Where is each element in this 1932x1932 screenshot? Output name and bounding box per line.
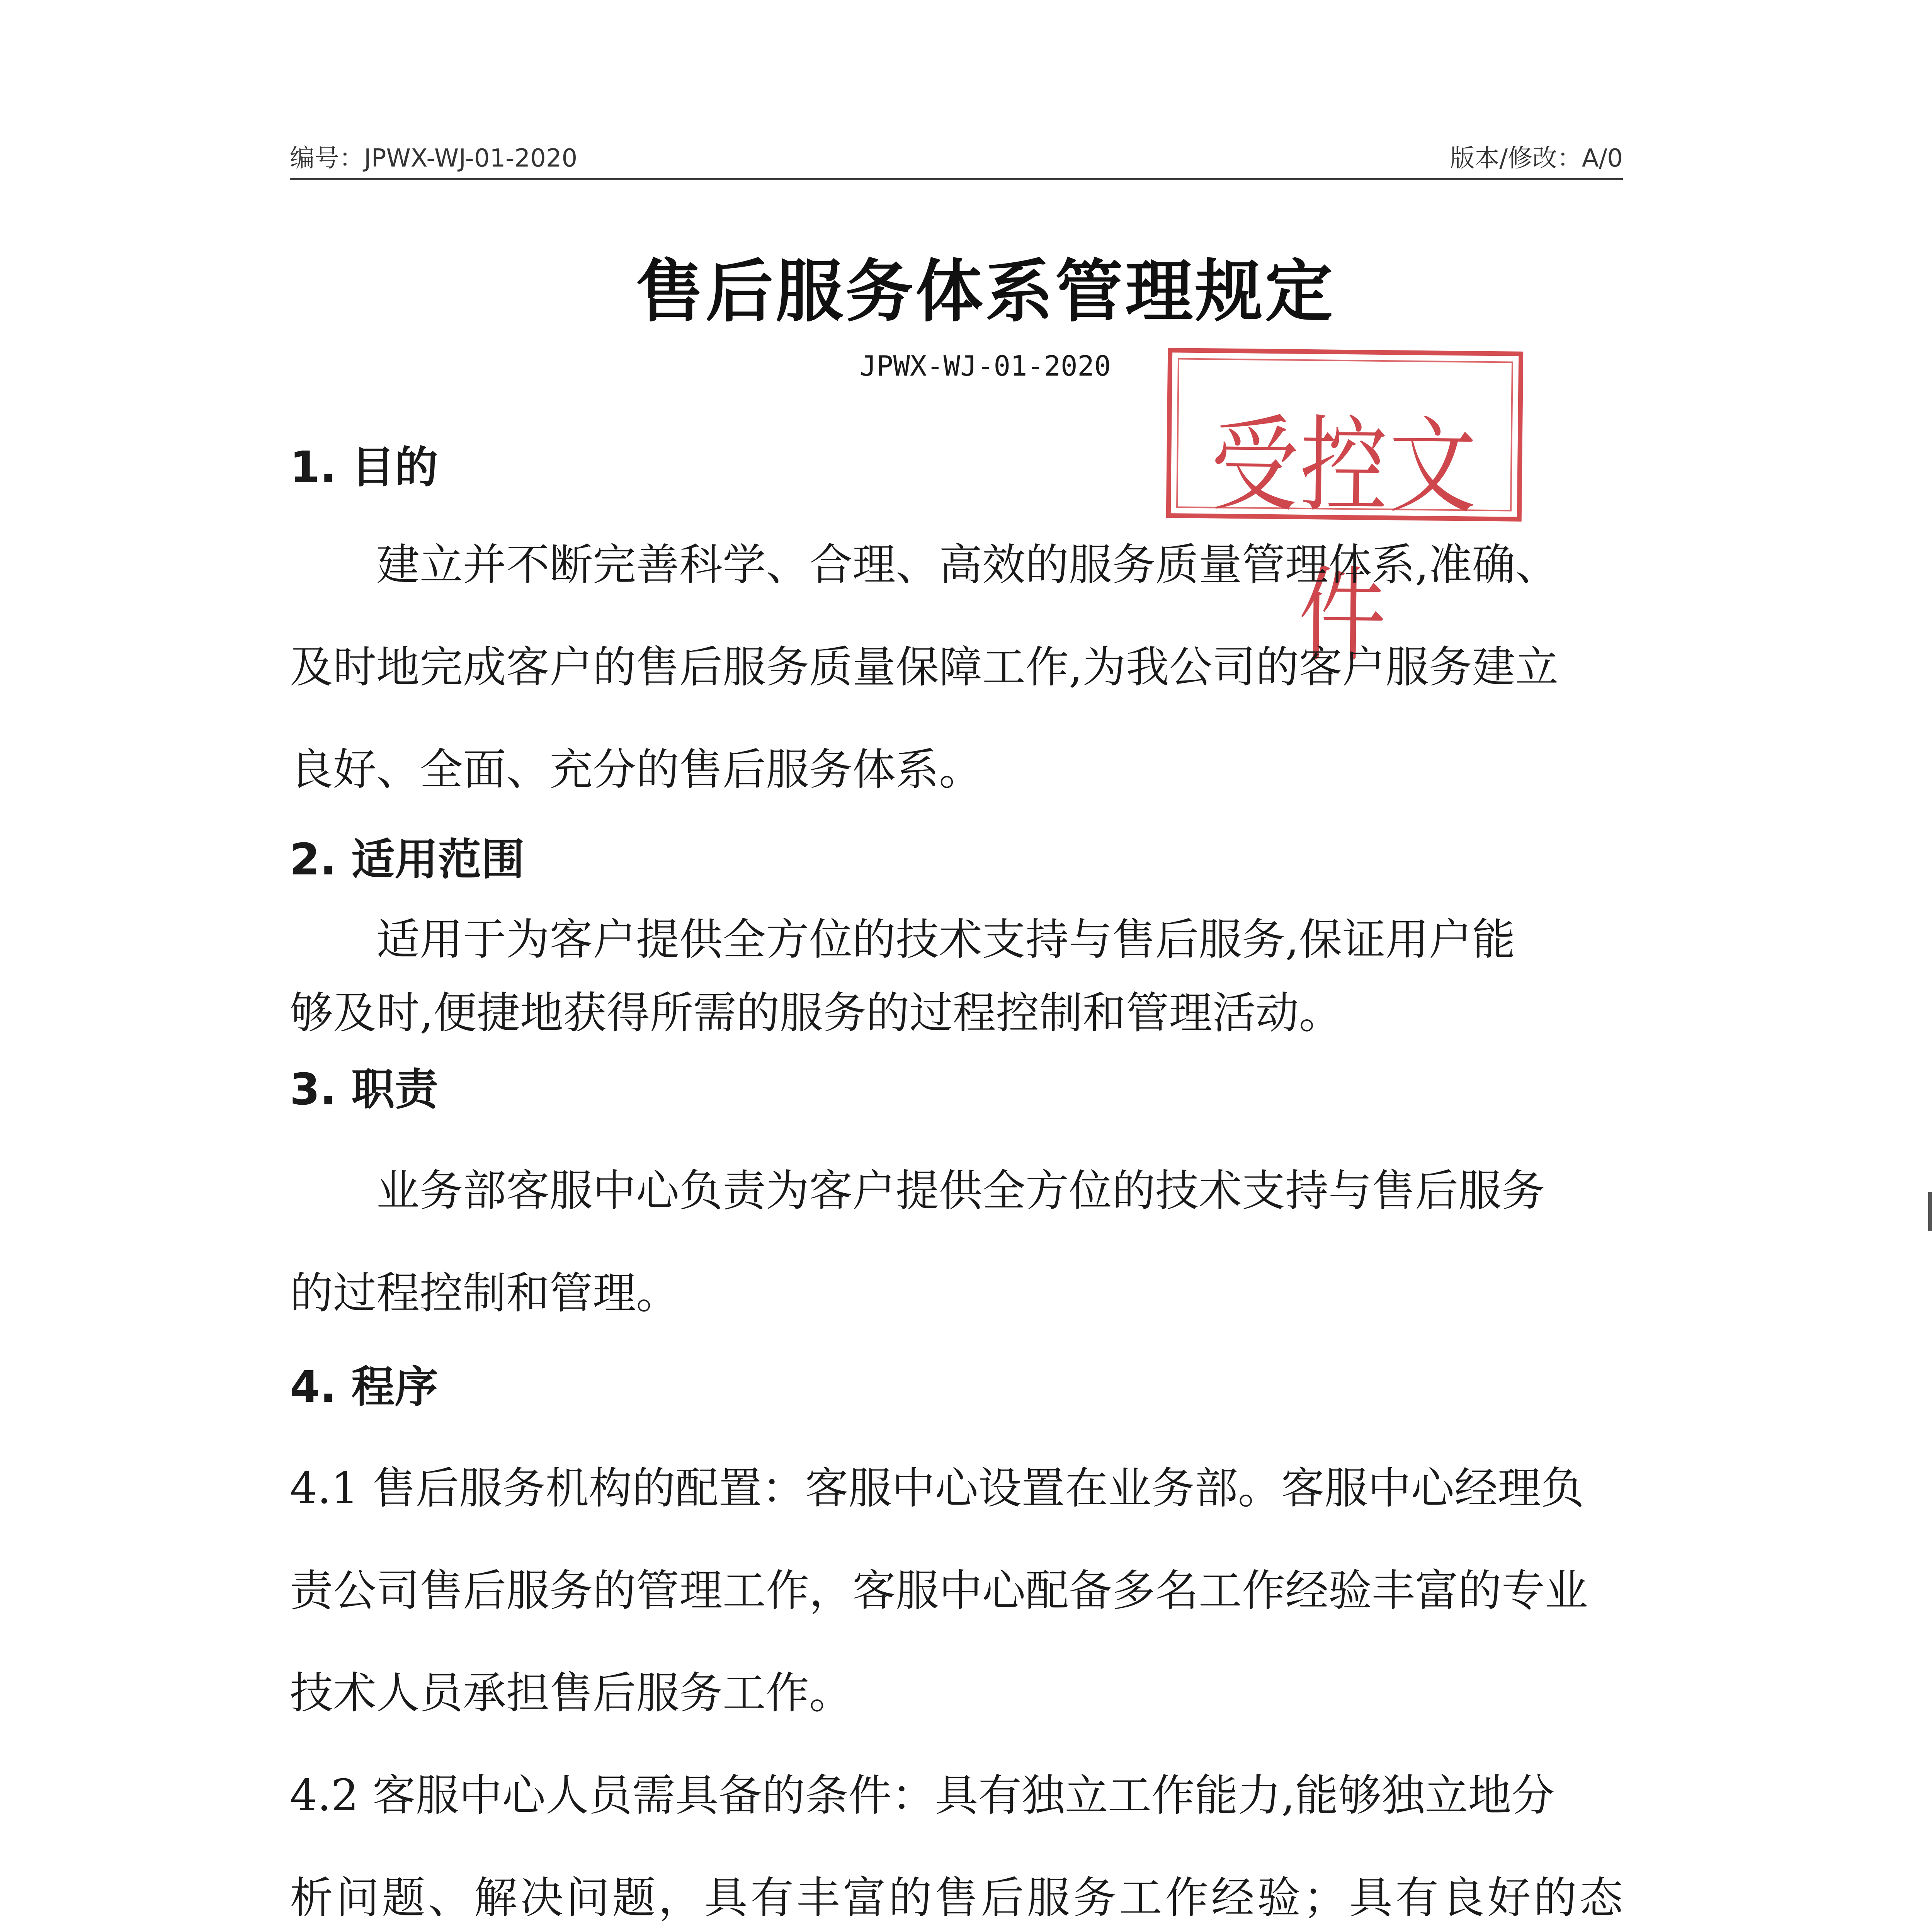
controlled-document-stamp	[1166, 348, 1524, 677]
scan-edge-mark	[1928, 1192, 1932, 1231]
purpose-line-1: 建立并不断完善科学、合理、高效的服务质量管理体系,准确、	[290, 540, 1559, 590]
duty-line-2: 的过程控制和管理。	[290, 1268, 679, 1318]
section-heading-purpose: 1. 目的	[290, 442, 438, 493]
version-label: 版本/修改：A/0	[1450, 144, 1623, 173]
procedure-4-2-line-1: 4.2 客服中心人员需具备的条件：具有独立工作能力,能够独立地分	[290, 1770, 1555, 1821]
document-code: JPWX-WJ-01-2020	[859, 350, 1111, 382]
stamp-text: 受控文件	[1210, 403, 1479, 677]
section-heading-procedure: 4. 程序	[290, 1362, 438, 1412]
section-heading-duty: 3. 职责	[290, 1065, 438, 1115]
purpose-line-3: 良好、全面、充分的售后服务体系。	[290, 745, 982, 795]
page-header	[290, 141, 1623, 180]
procedure-4-1-line-3: 技术人员承担售后服务工作。	[290, 1668, 852, 1718]
document-title: 售后服务体系管理规定	[636, 253, 1335, 331]
procedure-4-2-line-2: 析问题、解决问题，具有丰富的售后服务工作经验；具有良好的态	[290, 1873, 1623, 1923]
purpose-line-2: 及时地完成客户的售后服务质量保障工作,为我公司的客户服务建立	[290, 642, 1559, 692]
scope-line-1: 适用于为客户提供全方位的技术支持与售后服务,保证用户能	[290, 915, 1515, 965]
section-heading-scope: 2. 适用范围	[290, 835, 525, 885]
scope-line-2: 够及时,便捷地获得所需的服务的过程控制和管理活动。	[290, 988, 1342, 1038]
procedure-4-1-line-2: 责公司售后服务的管理工作，客服中心配备多名工作经验丰富的专业	[290, 1566, 1588, 1616]
duty-line-1: 业务部客服中心负责为客户提供全方位的技术支持与售后服务	[290, 1166, 1545, 1216]
document-number: 编号：JPWX-WJ-01-2020	[290, 144, 578, 173]
procedure-4-1-line-1: 4.1 售后服务机构的配置：客服中心设置在业务部。客服中心经理负	[290, 1463, 1584, 1514]
